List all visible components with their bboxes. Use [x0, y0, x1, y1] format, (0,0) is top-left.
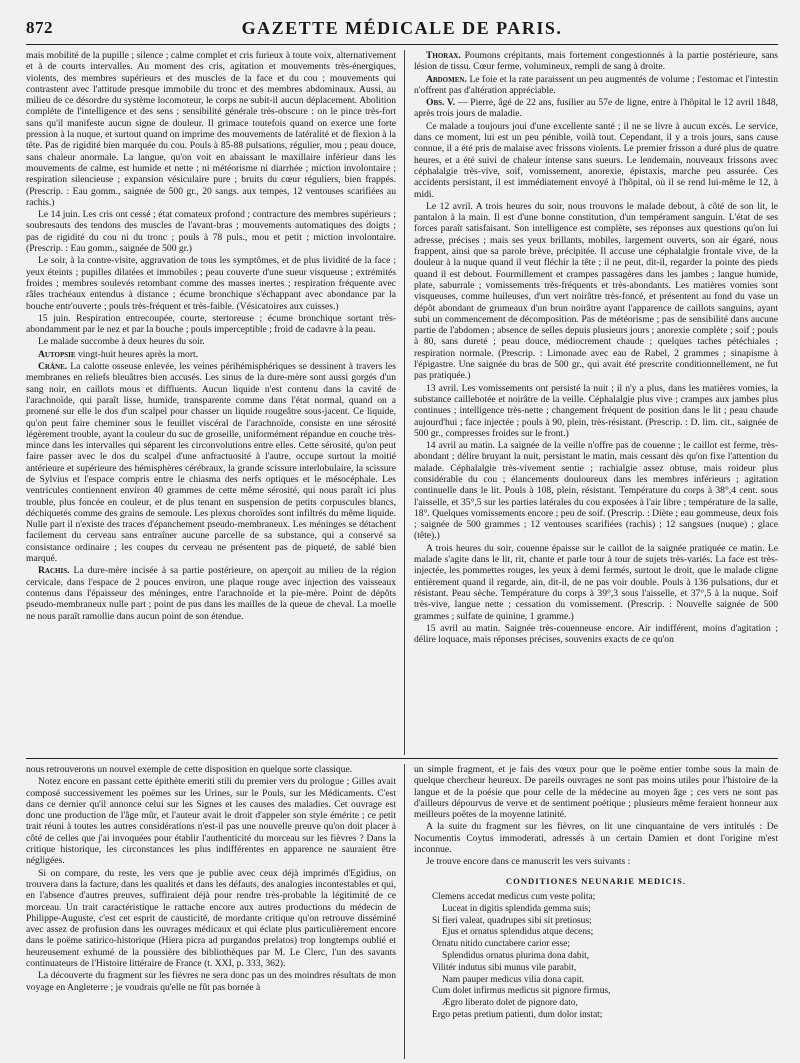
paragraph-text: 13 avril. Les vomissements ont persisté la nuit ; il n'y a plus, dans les matières vomies, la substance caillebotée et noirâtre de la veille. Céphalalgie plus vive ; crampes aux jambes plus continues ; intelligence très-nette ; changement fréquent de position dans le lit ; peau chaude aujourd'hui ; face injectée ; pouls à 90, plein, très-résistant. (Prescrip. : D. lim. cit., saignée de 500 gr., compresses froides sur le front.) [414, 382, 778, 439]
paragraph-text: Le foie et la rate paraissent un peu augmentés de volume ; l'estomac et l'intestin n'offrent pas d'altération appréciable. [414, 73, 778, 96]
publication-title: GAZETTE MÉDICALE DE PARIS. [241, 18, 563, 38]
section-label: Abdomen. [426, 73, 467, 85]
column-divider-bottom [404, 764, 405, 1059]
section-rule [26, 758, 778, 759]
paragraph-text: — Pierre, âgé de 22 ans, fusilier au 57e de ligne, entre à l'hôpital le 12 avril 1848, après trois jours de maladie. [414, 97, 778, 120]
section-label: Thorax. [426, 50, 461, 61]
verse-line: Cum dolet infirmus medicus sit pignore firmus, [432, 986, 611, 997]
paragraph [26, 361, 396, 564]
section-label: Autopsie [38, 348, 76, 360]
paragraph-text: 15 juin. Respiration entrecoupée, courte, stertoreuse ; écume bronchique sortant très-abondamment par le nez et par la bouche ; pouls imperceptible ; froid de cadavre à la peau. [26, 312, 396, 336]
verse-line: Nam pauper medicus vilia dona capit. [442, 974, 585, 985]
paragraph [414, 764, 778, 820]
verse-line: Ornatu nitido cunctabere carior esse; [432, 939, 570, 950]
paragraph [414, 543, 778, 622]
paragraph-text: Le 14 juin. Les cris ont cessé ; état comateux profond ; contracture des membres supérieurs ; soubresauts des tendons des muscles de l'avant-bras ; mouvements automatiques des doigts ; pas de rigidité du cou ni du tronc ; pouls à 78 puls., mou et petit ; miction involontaire. (Prescrip. : Eau gomm., saignée de 500 gr.) [26, 209, 396, 255]
paragraph-text: La calotte osseuse enlevée, les veines périhémisphériques se dessinent à travers les membranes en reliefs bleuâtres bien accusés. Les sinus de la dure-mère sont aussi gorgés d'un sang noir, en caillots mous et diffluents. Aucun liquide n'est contenu dans la cavité de l'arachnoïde, qui paraît lisse, humide, transparente comme dans l'état normal, quand on a promené sur elle le dos d'un scalpel pour chasser un liquide rougeâtre sous-jacent. Ce liquide, qu'on peut faire cheminer sous le feuillet viscéral de l'arachnoïde, consiste en une sérosité légèrement trouble, ayant la couleur du suc de groseille, uniformément répandue en couche très-mince dans les intervalles qui séparent les circonvolutions entre elles. Cette sérosité, qu'on peut faire passer avec le dos du scalpel d'une anfractuosité à l'autre, occupe surtout la moitié antérieure et supérieure des hémisphères cérébraux, la grande scissure interlobulaire, la scissure de Sylvius et l'espace compris entre le chiasma des nerfs optiques et le mésocéphale. Les ventricules contiennent environ 40 grammes de cette même sérosité, qui nous paraît ici plus trouble, plus foncée en couleur, et de plus tenant en suspension de petits corpuscules blancs, déchiquetés comme des grains de semoule. Les plexus choroïdes sont infiltrés du même liquide. Nulle part il n'existe des traces d'épanchement pseudo-membraneux. Les méninges se détachent facilement du cerveau sans entraîner aucune parcelle de sa substance, qui a conservé sa consistance ordinaire ; les coupes du cerveau ne présentent pas de piqueté, de sablé bien marqué. [26, 361, 396, 565]
paragraph-text: A trois heures du soir, couenne épaisse sur le caillot de la saignée pratiquée ce matin. Le malade s'agite dans le lit, rit, chante et parle tour à tour de sujets très-variés. La face est très-injectée, les pommettes rouges, les yeux à demi fermés, surtout le droit, que le malade cligne entièrement quand il regarde, ain, dit-il, de ne pas voir double. Pouls à 136 pulsations, dur et résistant. Peau sèche. Température du corps à 39°,3 sous l'aisselle, et 37°,5 à la nuque. Soif très-vive, langue nette ; cessation du vomissement. (Prescrip. : Nouvelle saignée de 500 grammes ; sulfate de quinine, 1 gramme.) [414, 542, 778, 622]
paragraph [26, 50, 396, 208]
paragraph-text: Notez encore en passant cette épithète emeriti stili du premier vers du prologue ; Gilles avait composé successivement les poëmes sur les Urines, sur le Pouls, sur les Médicaments. C'est dans ce dernier qu'il annonce celui sur les Signes et les causes des maladies. Cet ouvrage est donc une production de l'âge mûr, et l'auteur avait le droit d'appeler son style émérite ; ce petit trait réuni à toutes les autres considérations n'est-il pas une nouvelle preuve qu'on doit placer à côté de celles que j'ai invoquées pour établir l'authenticité du morceau sur les fièvres ? Dans la critique historique, les circonstances les plus indifférentes en apparence ne sauraient être négligées. [26, 776, 396, 867]
section-label: Crâne. [38, 361, 68, 373]
column-divider-top [404, 50, 405, 755]
paragraph-text: un simple fragment, et je fais des vœux pour que le poëme entier tombe sous la main de quelque chercheur heureux. De pareils ouvrages ne sont pas moins utiles pour l'histoire de la langue et de la poésie que pour celle de la médecine au moyen âge ; ces vers ne sont pas d'ailleurs dépourvus de verve et de sentiment poétique ; plusieurs même feraient honneur aux meilleurs poëtes de la moyenne latinité. [414, 764, 778, 821]
paragraph [414, 623, 778, 646]
paragraph-text: Je trouve encore dans ce manuscrit les vers suivants : [426, 856, 631, 868]
paragraph-text: La découverte du fragment sur les fièvres ne sera donc pas un des moindres résultats de mon voyage en Angleterre ; je voudrais qu'elle ne fût pas bornée à [26, 970, 396, 993]
paragraph [414, 201, 778, 382]
paragraph-text: 15 avril au matin. Saignée très-couenneuse encore. Air indifférent, moins d'agitation ; délire loquace, mais réponses précises, souvenirs exacts de ce qu'on [414, 622, 778, 646]
page-header [26, 14, 778, 44]
page-number: 872 [26, 18, 53, 37]
verse-line: Ejus et ornatus splendidus atque decens; [442, 927, 594, 938]
paragraph [414, 440, 778, 542]
poem-title: CONDITIONES NEUNARIE MEDICIS. [505, 875, 687, 886]
paragraph-text: Le soir, à la contre-visite, aggravation de tous les symptômes, et de plus lividité de la face ; yeux éteints ; pupilles dilatées et immobiles ; peau couverte d'une sueur visqueuse ; extrémités froides ; membres soulevés retombant comme des masses inertes ; respiration fréquente avec râles trachéaux entendus à distance ; écume bronchique s'échappant avec abondance par la bouche entr'ouverte ; pouls très-fréquent et très-faible. (Vésicatoires aux cuisses.) [26, 255, 396, 312]
paragraph [414, 121, 778, 200]
paragraph [26, 349, 396, 360]
verse-line: Clemens accedat medicus cum veste polita; [432, 891, 596, 902]
paragraph-text: mais mobilité de la pupille ; silence ; calme complet et cris furieux à toute voix, alternativement et à de courts intervalles. Au moment des cris, agitation et mouvements très-énergiques, violents, des membres supérieurs et des muscles de la face et du cou ; mouvements qui contrastent avec l'attitude presque immobile du tronc et des membres abdominaux. Aussi, au milieu de ce désordre du système locomoteur, le corps ne subit-il aucun déplacement. Abolition complète de l'intelligence et des sens ; sensibilité générale très-obscure : on le pince très-fort sans qu'il manifeste aucun signe de douleur. Il grimace toutefois quand on exerce une forte pression à la nuque, et surtout quand on imprime des mouvements de latéralité et de flexion à la tête. Pas de rigidité bien marquée du cou. Pouls à 85-88 pulsations, régulier, mou ; peau douce, sans chaleur anormale. La langue, qu'on voit en abaissant le maxillaire inférieur dans les mouvements de calme, est humide et nette ; ni météorisme ni diarrhée ; miction involontaire ; respiration silencieuse ; expansion vésiculaire pure ; bruits du cœur réguliers, bien frappés. (Prescrip. : Eau gomm., saignée de 500 gr., 20 sangs. aux tempes, 12 ventouses scarifiées au rachis.) [26, 50, 396, 208]
column-top-left [26, 50, 396, 755]
paragraph [26, 970, 396, 993]
paragraph-text: 14 avril au matin. La saignée de la veille n'offre pas de couenne ; le caillot est ferme, très-abondant ; délire bruyant la nuit, persistant le matin, mais cessant dès qu'on fixe l'attention du malade. Céphalalgie très-vivement sentie ; rachialgie assez obtuse, mais roideur plus considérable du cou ; élancements douloureux dans les membres inférieurs ; agitation continuelle dans le lit. Pouls à 108, plein, résistant. Température du corps à 38°,4 cent. sous l'aisselle, et 35°,5 sur les parties latérales du cou exposées à l'air libre ; température de la salle, 18°. Quelques vomissements encore ; peu de soif. (Prescrip. : Diète ; eau gommeuse, deux fois ; saignée de 500 grammes ; 12 ventouses scarifiées (rachis) ; 12 sangsues (nuque) ; glace (tête).) [414, 440, 778, 542]
section-label: Rachis. [38, 565, 70, 577]
paragraph [414, 383, 778, 439]
paragraph [414, 821, 778, 855]
paragraph [26, 255, 396, 311]
paragraph [26, 565, 396, 621]
paragraph-text: Ce malade a toujours joui d'une excellente santé ; il ne se livre à aucun excès. Le service, dans ce moment, lui est un peu pénible, voilà tout. Cependant, il y a trois jours, sans cause connue, il a été pris de malaise avec frissons violents. Le premier frisson a duré plus de quatre heures, et a été suivi de chaleur intense sans sueurs. Le lendemain, nouveaux frissons avec céphalalgie très-vive, soif, vomissement, anorexie, épistaxis, marche peu assurée. Ces accidents persistant, il est immédiatement envoyé à l'hôpital, où il se rend lui-même le 12, à midi. [414, 120, 778, 200]
paragraph [26, 764, 396, 775]
paragraph [26, 776, 396, 866]
paragraph-text: Poumons crépitants, mais fortement congestionnés à la partie postérieure, sans lésion de tissu. Cœur ferme, volumineux, rempli de sang à droite. [414, 50, 778, 73]
verse-line: Luceat in digitis splendida gemma suis; [442, 903, 591, 914]
paragraph [414, 856, 778, 867]
paragraph [414, 50, 778, 73]
paragraph-text: Le 12 avril. A trois heures du soir, nous trouvons le malade debout, à côté de son lit, le pantalon à la main. Il est d'une bonne constitution, d'un tempérament sanguin. L'état de ses forces paraît satisfaisant. Son intelligence est complète, ses réponses aux questions qu'on lui adresse, précises ; mais ses yeux brillants, mobiles, largement ouverts, son air égaré, nous frappent, ainsi que sa parole brève, précipitée. Il accuse une céphalalgie frontale vive, de la douleur à la nuque quand il veut fléchir la tête ; il ne peut, dit-il, regarder la pointe des pieds quand il est debout. Fourmillement et crampes passagères dans les jambes ; langue humide, plate, saburrale ; vomissements très-fréquents et très-abondants. Les matières vomies sont visqueuses, comme huileuses, d'un vert noirâtre très-foncé, et présentent au fond du vase un dépôt abondant de grumeaux d'un brun noirâtre ayant l'apparence de caillots sanguins, ayant subi un commencement de décomposition. Pas de météorisme ; pas de sensibilité dans aucune partie de l'abdomen ; absence de selles depuis plusieurs jours ; anorexie complète ; soif ; pouls à 80, sans dureté ; peau douce, médiocrement chaude ; quelques taches pétéchiales ; respiration normale. (Prescrip. : Limonade avec eau de Rabel, 2 grammes ; sinapisme à l'épigastre. Une saignée du bras de 500 gr., qui avait été prescrite conditionnellement, ne fut pas pratiquée.) [414, 200, 778, 382]
paragraph-text: vingt-huit heures après la mort. [75, 348, 199, 360]
paragraph [26, 313, 396, 336]
paragraph-text: La dure-mère incisée à sa partie postérieure, on aperçoit au milieu de la région cervicale, dans l'espace de 2 pouces environ, une plaque rouge avec injection des vaisseaux contenus dans l'épaisseur des méninges, entre l'arachnoïde et la pie-mère. Point de dépôts pseudo-membraneux nulle part ; point de pus dans les mailles de la queue de cheval. La moelle ne nous paraît ramollie dans aucun point de son étendue. [26, 565, 396, 622]
poem [414, 892, 778, 1021]
paragraph [26, 868, 396, 970]
paragraph [414, 97, 778, 120]
column-bottom-right-text [414, 764, 778, 868]
paragraph-text: A la suite du fragment sur les fièvres, on lit une cinquantaine de vers intitulés : De Nocumentis Coytus immoderati, adressés à un certain Damien et dont l'origine m'est inconnue. [414, 821, 778, 856]
verse-line: Ergo petas pretium patienti, dum dolor instat; [432, 1009, 603, 1020]
paragraph-text: nous retrouverons un nouvel exemple de cette disposition en quelque sorte classique. [26, 764, 353, 775]
verse-line: Vilitér indutus sibi munus vile parabit, [432, 962, 577, 973]
paragraph [26, 336, 396, 347]
paragraph [26, 209, 396, 254]
paragraph [414, 74, 778, 97]
section-label: Obs. V. [426, 97, 456, 109]
header-rule [26, 44, 778, 45]
verse-line: Splendidus ornatus plurima dona dabit, [442, 950, 590, 961]
paragraph-text: Si on compare, du reste, les vers que je publie avec ceux déjà imprimés d'Egidius, on trouvera dans la facture, dans les qualités et dans les défauts, des analogies incontestables et qui, en l'absence d'autres preuves, suffiraient déjà pour rendre très-probable la légitimité de ce morceau. Un trait caractéristique le rattache encore aux autres productions du médecin de Philippe-Auguste, c'est cet esprit de causticité, de mordante critique qu'on retrouve disséminé avec assez de profusion dans les ouvrages médicaux et qui éclate plus particulièrement encore dans le poëme satirico-historique (Hiera picra ad purgandos prelatos) trop longtemps oublié et heureusement exhumé de la poussière des bibliothèques par M. Le Clerc, l'un des savants continuateurs de l'Histoire littéraire de France (t. XXI, p. 333, 362). [26, 867, 396, 970]
paragraph-text: Le malade succombe à deux heures du soir. [38, 336, 205, 348]
column-bottom-right [414, 764, 778, 1059]
column-bottom-left [26, 764, 396, 1059]
verse-line: Ægro liberato dolet de pignore dato, [442, 998, 578, 1009]
verse-line: Si fieri valeat, quadrupes sibi sit pretiosus; [432, 915, 592, 926]
column-top-right [414, 50, 778, 755]
